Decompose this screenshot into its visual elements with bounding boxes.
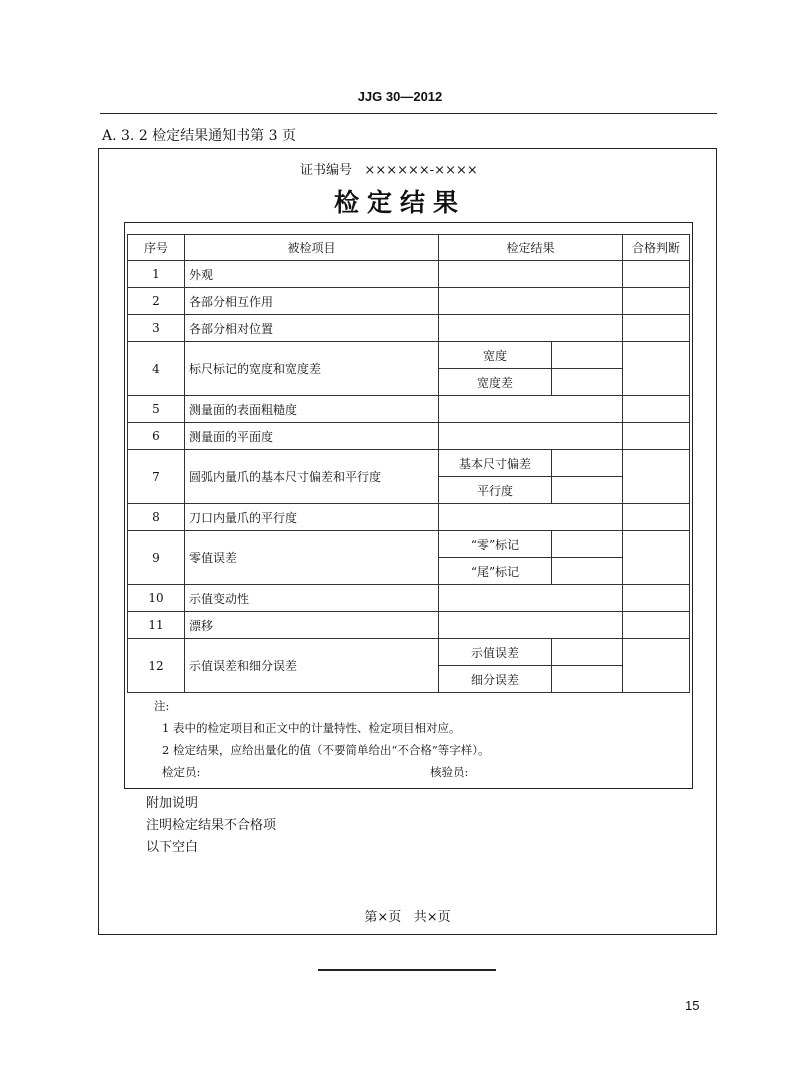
row-item: 示值误差和细分误差: [185, 639, 439, 693]
judgment-cell[interactable]: [623, 288, 690, 315]
table-row: [128, 288, 690, 315]
row-no: 4: [128, 342, 185, 396]
section-title: A. 3. 2 检定结果通知书第 3 页: [102, 128, 296, 144]
row-no: 6: [128, 423, 185, 450]
pagination: 第×页 共×页: [364, 910, 451, 925]
certificate-number-value: ××××××-××××: [364, 163, 478, 178]
row-no: 11: [128, 612, 185, 639]
row-no: 2: [128, 288, 185, 315]
sub-result-cell[interactable]: [552, 531, 623, 558]
row-item: 外观: [185, 261, 439, 288]
result-cell[interactable]: [439, 261, 623, 288]
footer-rule: [318, 969, 496, 971]
table-header-row: [128, 235, 690, 261]
sub-result-cell[interactable]: [552, 558, 623, 585]
table-row: [128, 396, 690, 423]
row-item: 零值误差: [185, 531, 439, 585]
row-item: 示值变动性: [185, 585, 439, 612]
table-row: [128, 639, 690, 666]
checker-label: 核验员:: [430, 765, 469, 779]
judgment-cell[interactable]: [623, 423, 690, 450]
table-row: [128, 504, 690, 531]
result-cell[interactable]: [439, 396, 623, 423]
sub-item-label: 宽度: [439, 342, 552, 369]
row-no: 8: [128, 504, 185, 531]
result-cell[interactable]: [439, 315, 623, 342]
row-no: 1: [128, 261, 185, 288]
judgment-cell[interactable]: [623, 504, 690, 531]
result-cell[interactable]: [439, 504, 623, 531]
judgment-cell[interactable]: [623, 342, 690, 396]
row-no: 10: [128, 585, 185, 612]
result-cell[interactable]: [439, 612, 623, 639]
row-item: 各部分相互作用: [185, 288, 439, 315]
header-result: 检定结果: [439, 235, 623, 261]
row-no: 3: [128, 315, 185, 342]
sub-item-label: 宽度差: [439, 369, 552, 396]
judgment-cell[interactable]: [623, 315, 690, 342]
row-item: 测量面的表面粗糙度: [185, 396, 439, 423]
table-row: [128, 612, 690, 639]
certificate-number-label: 证书编号: [300, 163, 353, 178]
additional-line: 注明检定结果不合格项: [146, 818, 277, 833]
table-notes: [154, 695, 489, 783]
row-item: 圆弧内量爪的基本尺寸偏差和平行度: [185, 450, 439, 504]
document-title: 检定结果: [333, 188, 466, 217]
note-item: 1 表中的检定项目和正文中的计量特性、检定项目相对应。: [162, 721, 461, 735]
judgment-cell[interactable]: [623, 612, 690, 639]
results-table: [127, 234, 690, 693]
result-cell[interactable]: [439, 288, 623, 315]
sub-item-label: “零”标记: [439, 531, 552, 558]
additional-heading: 附加说明: [146, 796, 199, 811]
judgment-cell[interactable]: [623, 396, 690, 423]
result-cell[interactable]: [439, 585, 623, 612]
signature-row: [154, 761, 489, 783]
sub-result-cell[interactable]: [552, 342, 623, 369]
judgment-cell[interactable]: [623, 639, 690, 693]
row-no: 5: [128, 396, 185, 423]
table-row: [128, 585, 690, 612]
judgment-cell[interactable]: [623, 585, 690, 612]
header-judgment: 合格判断: [623, 235, 690, 261]
judgment-cell[interactable]: [623, 450, 690, 504]
note-item: 2 检定结果，应给出量化的值（不要简单给出“不合格”等字样）。: [162, 743, 490, 757]
header-rule: [100, 113, 717, 114]
header-item: 被检项目: [185, 235, 439, 261]
header-no: 序号: [128, 235, 185, 261]
sub-result-cell[interactable]: [552, 369, 623, 396]
notes-label: 注:: [154, 699, 170, 713]
judgment-cell[interactable]: [623, 261, 690, 288]
row-item: 刀口内量爪的平行度: [185, 504, 439, 531]
table-row: [128, 450, 690, 477]
row-item: 标尺标记的宽度和宽度差: [185, 342, 439, 396]
sub-result-cell[interactable]: [552, 639, 623, 666]
table-row: [128, 423, 690, 450]
sub-result-cell[interactable]: [552, 450, 623, 477]
row-no: 7: [128, 450, 185, 504]
sub-item-label: 基本尺寸偏差: [439, 450, 552, 477]
sub-result-cell[interactable]: [552, 666, 623, 693]
page-number: 15: [685, 998, 700, 1013]
table-row: [128, 531, 690, 558]
sub-item-label: “尾”标记: [439, 558, 552, 585]
row-item: 漂移: [185, 612, 439, 639]
row-item: 测量面的平面度: [185, 423, 439, 450]
row-no: 9: [128, 531, 185, 585]
additional-notes: [146, 793, 276, 859]
sub-result-cell[interactable]: [552, 477, 623, 504]
standard-header: JJG 30—2012: [357, 89, 443, 104]
row-no: 12: [128, 639, 185, 693]
additional-line: 以下空白: [146, 840, 199, 855]
table-row: [128, 261, 690, 288]
verifier-label: 检定员:: [162, 765, 201, 779]
judgment-cell[interactable]: [623, 531, 690, 585]
result-cell[interactable]: [439, 423, 623, 450]
sub-item-label: 平行度: [439, 477, 552, 504]
sub-item-label: 示值误差: [439, 639, 552, 666]
sub-item-label: 细分误差: [439, 666, 552, 693]
table-row: [128, 342, 690, 369]
certificate-number: [300, 159, 478, 178]
row-item: 各部分相对位置: [185, 315, 439, 342]
table-row: [128, 315, 690, 342]
